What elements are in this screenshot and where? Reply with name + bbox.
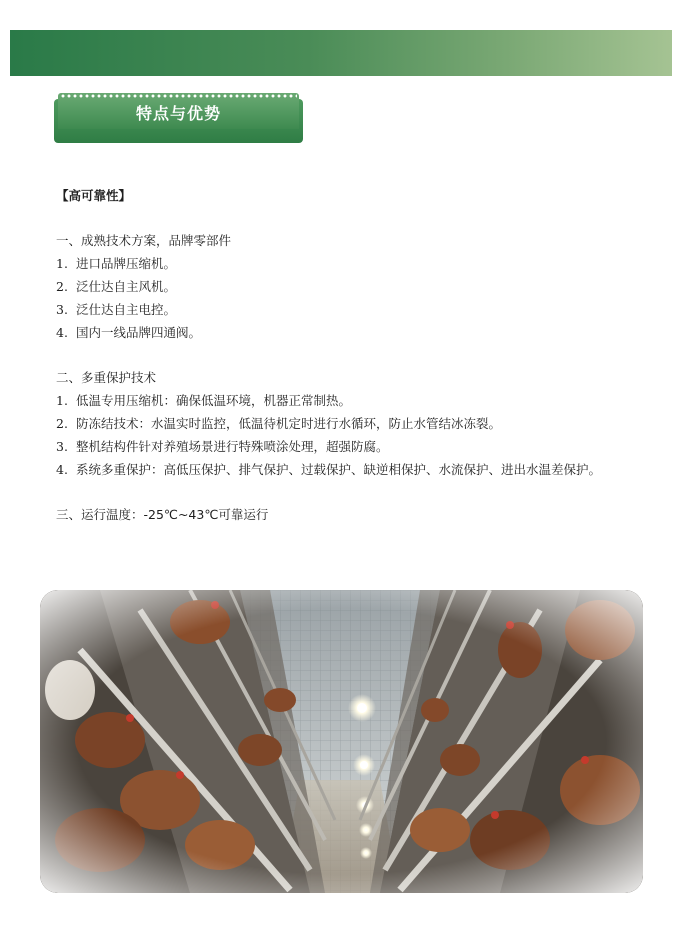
- list-number: 4.: [56, 462, 68, 477]
- list-item: [56, 298, 656, 321]
- list-item: [56, 412, 656, 435]
- feature-content: [56, 184, 656, 526]
- list-number: 3.: [56, 302, 68, 317]
- list-text: 低温专用压缩机：确保低温环境，机器正常制热。: [76, 393, 352, 408]
- list-text: 泛仕达自主风机。: [76, 279, 177, 294]
- list-number: 1.: [56, 256, 68, 271]
- list-text: 系统多重保护：高低压保护、排气保护、过载保护、缺逆相保护、水流保护、进出水温差保护。: [76, 462, 602, 477]
- list-item: [56, 389, 656, 412]
- list-item: [56, 458, 656, 481]
- section-tab: [54, 93, 303, 143]
- section-tab-perforation: [60, 94, 297, 98]
- list-text: 进口品牌压缩机。: [76, 256, 177, 271]
- group-title-protection: 二、多重保护技术: [56, 370, 157, 385]
- list-number: 3.: [56, 439, 68, 454]
- content-heading: 【高可靠性】: [56, 188, 132, 203]
- list-number: 4.: [56, 325, 68, 340]
- spacer: [56, 481, 656, 503]
- list-number: 2.: [56, 416, 68, 431]
- photo-vignette: [40, 590, 643, 893]
- group-title-mature-tech: 一、成熟技术方案，品牌零部件: [56, 233, 232, 248]
- list-text: 防冻结技术：水温实时监控，低温待机定时进行水循环，防止水管结冰冻裂。: [76, 416, 502, 431]
- list-text: 国内一线品牌四通阀。: [76, 325, 202, 340]
- poultry-house-photo: [40, 590, 643, 893]
- top-banner: [10, 30, 672, 76]
- list-number: 1.: [56, 393, 68, 408]
- group-title-operating-temp: 三、运行温度：-25℃~43℃可靠运行: [56, 507, 269, 522]
- list-text: 整机结构件针对养殖场景进行特殊喷涂处理，超强防腐。: [76, 439, 389, 454]
- list-item: [56, 275, 656, 298]
- list-number: 2.: [56, 279, 68, 294]
- list-item: [56, 435, 656, 458]
- list-item: [56, 252, 656, 275]
- section-title: 特点与优势: [135, 104, 221, 123]
- list-text: 泛仕达自主电控。: [76, 302, 177, 317]
- spacer: [56, 344, 656, 366]
- list-item: [56, 321, 656, 344]
